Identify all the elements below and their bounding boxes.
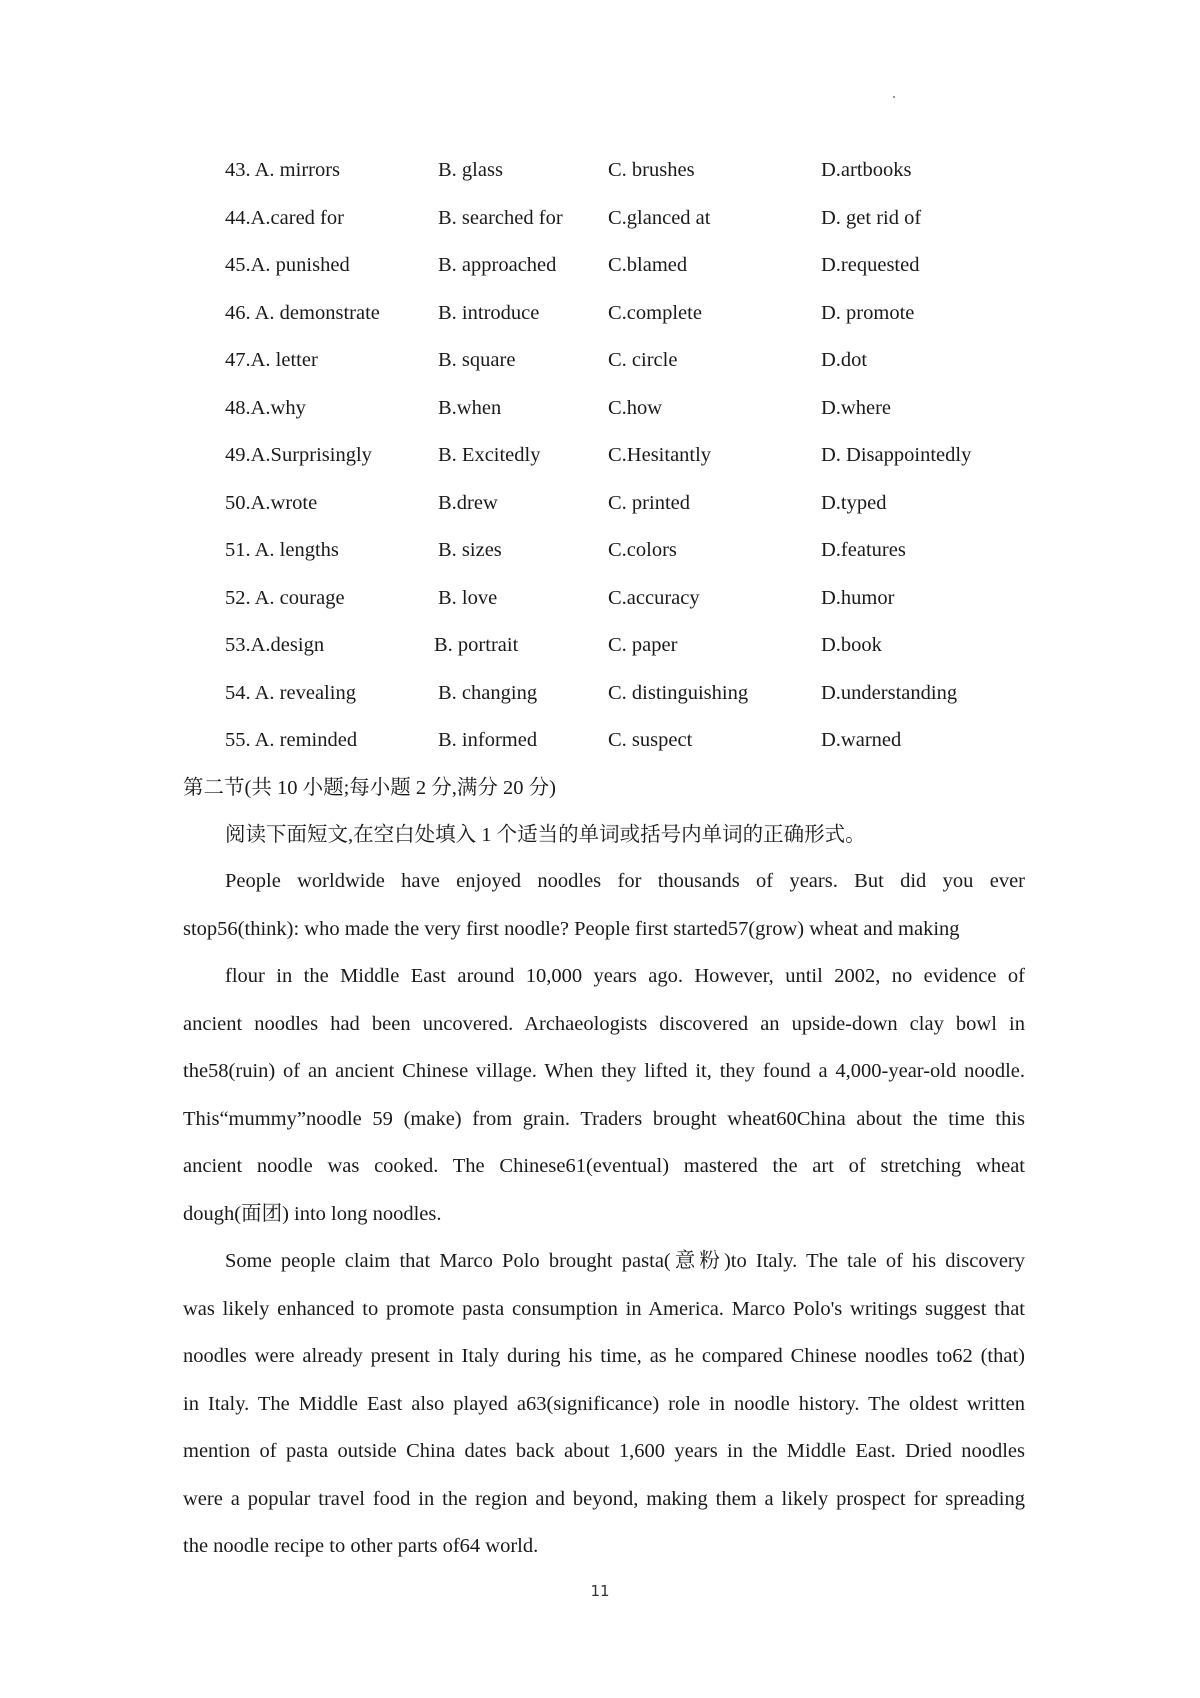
option-a: 54. A. revealing: [225, 681, 356, 704]
option-b: B.drew: [438, 491, 498, 514]
options-row-45: [225, 247, 1065, 295]
option-a: 44.A.cared for: [225, 206, 344, 229]
options-row-47: [225, 342, 1065, 390]
option-a: 52. A. courage: [225, 586, 345, 609]
passage-line: ancient noodle was cooked. The Chinese61(eventual) mastered the art of stretching wheat: [183, 1155, 1025, 1177]
options-row-43: [225, 152, 1065, 200]
option-a: 49.A.Surprisingly: [225, 444, 372, 466]
passage-paragraph-3: [183, 1238, 1025, 1571]
option-d: D.where: [821, 396, 892, 419]
option-c: C. suspect: [608, 729, 693, 751]
options-row-54: [225, 675, 1065, 723]
options-row-46: [225, 295, 1065, 343]
option-b: B. changing: [438, 681, 538, 704]
passage-line: dough(面团) into long noodles.: [183, 1202, 442, 1225]
passage-paragraph-1: [183, 858, 1025, 953]
options-row-51: [225, 532, 1065, 580]
option-a: 55. A. reminded: [225, 729, 358, 751]
passage-line: stop56(think): who made the very first noodle? People first started57(grow) wheat and making: [183, 917, 960, 940]
passage-line: was likely enhanced to promote pasta consumption in America. Marco Polo's writings suggest that: [183, 1297, 1025, 1320]
options-row-55: [225, 722, 1065, 770]
section-instruction: 阅读下面短文,在空白处填入 1 个适当的单词或括号内单词的正确形式。: [225, 824, 866, 846]
option-a: 46. A. demonstrate: [225, 301, 380, 324]
option-d: D.features: [821, 539, 906, 561]
option-b: B. searched for: [438, 206, 563, 229]
option-b: B. informed: [438, 729, 538, 751]
option-c: C.blamed: [608, 254, 688, 276]
scan-mark: [893, 96, 895, 98]
option-d: D. promote: [821, 301, 915, 324]
option-d: D.requested: [821, 254, 920, 276]
option-a: 43. A. mirrors: [225, 159, 341, 181]
passage-line: ancient noodles had been uncovered. Archaeologists discovered an upside-down clay bowl in: [183, 1012, 1025, 1035]
options-row-49: [225, 437, 1065, 485]
options-row-53: [225, 627, 1065, 675]
option-d: D.book: [821, 634, 882, 656]
passage-line: the noodle recipe to other parts of64 world.: [183, 1535, 539, 1557]
passage-line: in Italy. The Middle East also played a63(significance) role in noodle history. The oldest written: [183, 1392, 1025, 1415]
passage-line: mention of pasta outside China dates back about 1,600 years in the Middle East. Dried noodles: [183, 1440, 1025, 1462]
option-c: C. printed: [608, 491, 690, 514]
option-c: C.colors: [608, 539, 677, 561]
option-c: C.complete: [608, 301, 702, 324]
option-c: C.Hesitantly: [608, 444, 712, 466]
option-b: B. approached: [438, 254, 557, 276]
options-row-52: [225, 580, 1065, 628]
option-d: D.dot: [821, 349, 868, 371]
option-c: C.how: [608, 396, 663, 419]
options-row-50: [225, 485, 1065, 533]
options-row-44: [225, 200, 1065, 248]
page-number: 11: [590, 1582, 610, 1600]
passage-line: were a popular travel food in the region and beyond, making them a likely prospect for spreading: [183, 1487, 1025, 1510]
option-c: C.accuracy: [608, 586, 700, 609]
passage-paragraph-2: [183, 953, 1025, 1238]
option-b: B. glass: [438, 159, 503, 181]
option-b: B. introduce: [438, 301, 540, 324]
option-a: 45.A. punished: [225, 254, 350, 276]
option-c: C.glanced at: [608, 206, 711, 229]
option-b: B. sizes: [438, 539, 502, 561]
option-d: D.warned: [821, 729, 902, 751]
option-c: C. distinguishing: [608, 681, 749, 704]
option-d: D. get rid of: [821, 206, 922, 229]
option-d: D.humor: [821, 586, 895, 609]
option-c: C. brushes: [608, 159, 695, 181]
option-d: D.understanding: [821, 681, 958, 704]
option-c: C. circle: [608, 349, 678, 371]
option-d: D. Disappointedly: [821, 444, 972, 466]
option-c: C. paper: [608, 634, 678, 656]
option-a: 50.A.wrote: [225, 491, 318, 514]
answer-options: [225, 152, 1065, 770]
option-d: D.artbooks: [821, 159, 912, 181]
option-a: 51. A. lengths: [225, 539, 339, 561]
option-b: B. Excitedly: [438, 444, 541, 466]
option-a: 48.A.why: [225, 396, 306, 419]
option-b: B.when: [438, 396, 502, 419]
option-a: 47.A. letter: [225, 349, 318, 371]
option-d: D.typed: [821, 491, 887, 514]
passage-line: noodles were already present in Italy during his time, as he compared Chinese noodles to62 (that): [183, 1345, 1025, 1367]
option-b: B. love: [438, 586, 498, 609]
passage-line: This“mummy”noodle 59 (make) from grain. Traders brought wheat60China about the time this: [183, 1107, 1025, 1130]
option-b: B. portrait: [434, 634, 519, 656]
option-b: B. square: [438, 349, 516, 371]
passage-line: People worldwide have enjoyed noodles for thousands of years. But did you ever: [225, 870, 1025, 892]
passage-line: Some people claim that Marco Polo brought pasta(意粉)to Italy. The tale of his discovery: [225, 1250, 1025, 1272]
passage-line: flour in the Middle East around 10,000 years ago. However, until 2002, no evidence of: [225, 965, 1025, 987]
section-heading: 第二节(共 10 小题;每小题 2 分,满分 20 分): [183, 777, 556, 799]
option-a: 53.A.design: [225, 634, 325, 656]
options-row-48: [225, 390, 1065, 438]
passage-line: the58(ruin) of an ancient Chinese village. When they lifted it, they found a 4,000-year-old noodle.: [183, 1060, 1025, 1082]
